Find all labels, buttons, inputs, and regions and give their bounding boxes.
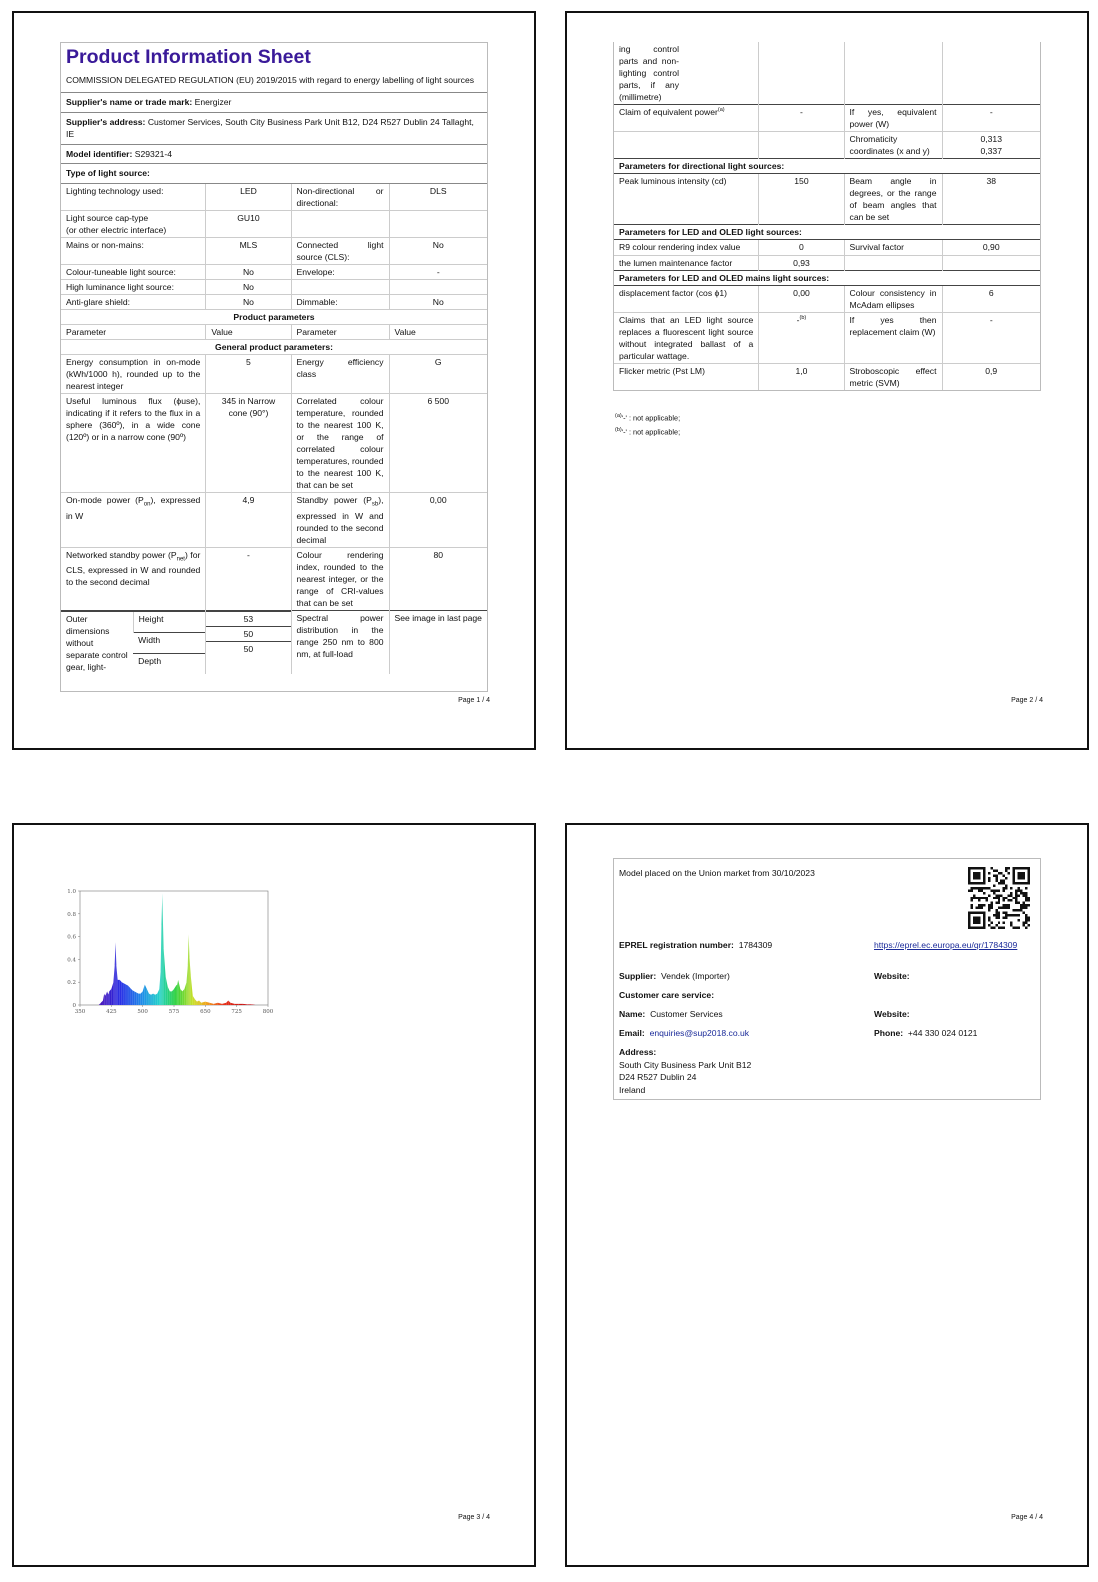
col-parameter-2: Parameter xyxy=(291,325,389,340)
website2-label: Website: xyxy=(874,1009,910,1019)
envelope-value: - xyxy=(389,264,487,279)
type-heading: Type of light source: xyxy=(61,163,487,183)
equiv-label: Claim of equivalent power$^{(a)}$ xyxy=(614,105,759,132)
envelope-label: Envelope: xyxy=(291,264,389,279)
spd-label: Spectral power distribution in the range 250 nm to 800 nm, at full-load xyxy=(291,610,389,674)
page-1 xyxy=(12,11,536,750)
product-params-heading: Product parameters xyxy=(61,310,487,325)
cls-label: Connected light source (CLS): xyxy=(291,237,389,264)
strobo-value: 0,9 xyxy=(942,363,1040,390)
x-tick-label: 350 xyxy=(74,1009,86,1015)
height-label: Height xyxy=(133,611,205,632)
highlum-value: No xyxy=(206,279,291,294)
x-tick-label: 425 xyxy=(106,1009,117,1015)
equiv-power-value: - xyxy=(942,105,1040,132)
general-heading: General product parameters: xyxy=(61,340,487,355)
page-number: Page 3 / 4 xyxy=(458,1514,490,1521)
cap-label-2: (or other electric interface) xyxy=(66,224,167,235)
page-3 xyxy=(12,823,536,1567)
cri-label: Colour rendering index, rounded to the nearest integer, or the range of CRI-values that can be set xyxy=(291,547,389,610)
r9-value: 0 xyxy=(759,240,844,255)
phone-value: +44 330 024 0121 xyxy=(907,1028,978,1038)
beam-value: 38 xyxy=(942,174,1040,225)
product-sheet-continued xyxy=(613,42,1041,391)
y-tick-label: 0.8 xyxy=(67,911,76,918)
efficiency-label: Energy efficiency class xyxy=(291,355,389,394)
lumen-value: 0,93 xyxy=(759,255,844,270)
peak-value: 150 xyxy=(759,174,844,225)
beam-label: Beam angle in degrees, or the range of beam angles that can be set xyxy=(844,174,942,225)
highlum-label: High luminance light source: xyxy=(61,279,206,294)
placed-text: Model placed on the Union market from 30/10/2023 xyxy=(619,868,815,878)
tuneable-label: Colour-tuneable light source: xyxy=(61,264,206,279)
model-label: Model identifier: xyxy=(66,148,133,159)
width-value: 50 xyxy=(206,626,290,641)
eprel-value: 1784309 xyxy=(738,940,773,950)
phone-label: Phone: xyxy=(874,1028,904,1038)
tech-label: Lighting technology used: xyxy=(66,185,164,196)
survival-value: 0,90 xyxy=(942,240,1040,255)
strobo-label: Stroboscopic effect metric (SVM) xyxy=(844,363,942,390)
directional-value: DLS xyxy=(389,184,487,211)
width-label: Width xyxy=(133,632,205,653)
address-line: D24 R527 Dublin 24 xyxy=(619,1072,697,1083)
energy-value: 5 xyxy=(206,355,291,394)
mains-value: MLS xyxy=(206,237,291,264)
footnote-b: $^{(b)}$'-' : not applicable; xyxy=(615,427,681,437)
page-title: Product Information Sheet xyxy=(66,46,311,68)
dimmable-value: No xyxy=(389,294,487,309)
height-value: 53 xyxy=(206,611,290,626)
fluor-value: -$^{(b)}$ xyxy=(759,312,844,363)
chart-frame xyxy=(80,891,268,1005)
eprel-link[interactable]: https://eprel.ec.europa.eu/qr/1784309 xyxy=(874,940,1018,950)
directional-label: Non-directional or directional: xyxy=(291,184,389,211)
outer-dim-continued: ing control parts and non-lighting control parts, if any (millimetre) xyxy=(619,44,679,103)
page-2 xyxy=(565,11,1089,750)
eprel-box xyxy=(613,858,1041,1100)
x-tick-label: 575 xyxy=(168,1009,180,1015)
eprel-label: EPREL registration number: xyxy=(619,940,734,950)
cap-value: GU10 xyxy=(206,210,291,237)
y-tick-label: 0.4 xyxy=(67,957,76,964)
mains-label: Mains or non-mains: xyxy=(61,237,206,264)
tech-value: LED xyxy=(206,184,291,211)
x-tick-label: 725 xyxy=(231,1009,242,1015)
standby-value: 0,00 xyxy=(389,493,487,547)
light-source-table xyxy=(61,184,487,674)
website-label: Website: xyxy=(874,971,910,981)
footnote-a: $^{(a)}$'-' : not applicable; xyxy=(615,413,681,423)
regulation-text: COMMISSION DELEGATED REGULATION (EU) 2019/2015 with regard to energy labelling of light sources xyxy=(66,75,475,85)
standby-label: Standby power $(P_{sb})$, expressed in W and rounded to the second decimal xyxy=(291,493,389,547)
supplier-label: Supplier: xyxy=(619,971,657,981)
cri-value: 80 xyxy=(389,547,487,610)
power-label: On-mode power $(P_{on})$, expressed in W xyxy=(61,493,206,547)
y-tick-label: 0 xyxy=(72,1003,76,1009)
disp-value: 0,00 xyxy=(759,285,844,312)
col-parameter: Parameter xyxy=(61,325,206,340)
page-number: Page 1 / 4 xyxy=(458,697,490,704)
supplier-label: Supplier's name or trade mark: xyxy=(66,97,193,108)
address-lines xyxy=(619,1059,751,1096)
depth-label: Depth xyxy=(133,654,205,674)
mains-heading: Parameters for LED and OLED mains light sources: xyxy=(614,270,1040,285)
footnotes xyxy=(615,411,680,440)
page-number: Page 2 / 4 xyxy=(1011,697,1043,704)
col-value: Value xyxy=(206,325,291,340)
survival-label: Survival factor xyxy=(844,240,942,255)
lumen-label: the lumen maintenance factor xyxy=(614,255,759,270)
cap-label: Light source cap-type xyxy=(66,212,149,223)
led-heading: Parameters for LED and OLED light sources: xyxy=(614,225,1040,240)
flux-label: Useful luminous flux (ϕuse), indicating if it refers to the flux in a sphere (360º), in a wide cone (120º) or in a narrow cone (90º) xyxy=(61,394,206,493)
power-value: 4,9 xyxy=(206,493,291,547)
care-label: Customer care service: xyxy=(619,990,715,1000)
spd-value: See image in last page xyxy=(389,610,487,674)
page-4 xyxy=(565,823,1089,1567)
replace-value: - xyxy=(942,312,1040,363)
flicker-label: Flicker metric (Pst LM) xyxy=(614,363,759,390)
directional-heading: Parameters for directional light sources: xyxy=(614,159,1040,174)
antiglare-value: No xyxy=(206,294,291,309)
equiv-value: - xyxy=(759,105,844,132)
parameters-table-continued xyxy=(614,42,1040,390)
x-tick-label: 500 xyxy=(137,1009,148,1015)
replace-label: If yes then replacement claim (W) xyxy=(844,312,942,363)
model-value: S29321-4 xyxy=(134,148,173,159)
cct-value: 6 500 xyxy=(389,394,487,493)
chroma-y: 0,337 xyxy=(980,146,1002,157)
energy-label: Energy consumption in on-mode (kWh/1000 h), rounded up to the nearest integer xyxy=(61,355,206,394)
x-tick-label: 650 xyxy=(200,1009,211,1015)
address-value: Customer Services, South City Business Park Unit B12, D24 R527 Dublin 24 Tallaght, IE xyxy=(66,116,474,140)
fluor-label: Claims that an LED light source replaces a fluorescent light source without integrated ballast of a particular wattage. xyxy=(614,312,759,363)
depth-value: 50 xyxy=(206,641,290,656)
dimmable-label: Dimmable: xyxy=(291,294,389,309)
address-label: Address: xyxy=(619,1047,657,1057)
consistency-label: Colour consistency in McAdam ellipses xyxy=(844,285,942,312)
y-tick-label: 0.6 xyxy=(67,934,76,941)
col-value-2: Value xyxy=(389,325,487,340)
address-line: Ireland xyxy=(619,1084,646,1095)
r9-label: R9 colour rendering index value xyxy=(614,240,759,255)
cct-label: Correlated colour temperature, rounded to the nearest 100 K, or the range of correlated colour temperatures, rounded to the nearest 100 K, that can be set xyxy=(291,394,389,493)
consistency-value: 6 xyxy=(942,285,1040,312)
peak-label: Peak luminous intensity (cd) xyxy=(614,174,759,225)
net-value: - xyxy=(206,547,291,610)
qr-code-icon xyxy=(968,867,1030,929)
address-label: Supplier's address: xyxy=(66,116,146,127)
email-link[interactable]: enquiries@sup2018.co.uk xyxy=(649,1028,750,1038)
name-value: Customer Services xyxy=(650,1009,723,1019)
outer-dim-label: Outer dimensions without separate control gear, light- xyxy=(61,611,133,674)
disp-label: displacement factor (cos ϕ1) xyxy=(614,285,759,312)
tuneable-value: No xyxy=(206,264,291,279)
name-label: Name: xyxy=(619,1009,646,1019)
page-number: Page 4 / 4 xyxy=(1011,1514,1043,1521)
chroma-label: Chromaticity coordinates (x and y) xyxy=(844,132,942,159)
supplier-value: Energizer xyxy=(194,97,232,108)
net-label: Networked standby power $(P_{net})$ for CLS, expressed in W and rounded to the second decimal xyxy=(61,547,206,610)
flicker-value: 1,0 xyxy=(759,363,844,390)
y-tick-label: 1.0 xyxy=(67,889,76,895)
email-label: Email: xyxy=(619,1028,645,1038)
efficiency-value: G xyxy=(389,355,487,394)
flux-value: 345 in Narrow cone (90°) xyxy=(206,394,291,493)
address-line: South City Business Park Unit B12 xyxy=(619,1060,752,1070)
spectral-chart xyxy=(54,885,294,1025)
product-sheet-box xyxy=(60,42,488,692)
chroma-x: 0,313 xyxy=(980,134,1002,145)
y-tick-label: 0.2 xyxy=(67,980,76,987)
antiglare-label: Anti-glare shield: xyxy=(61,294,206,309)
x-tick-label: 800 xyxy=(262,1009,274,1015)
supplier-value: Vendek (Importer) xyxy=(661,971,730,981)
cls-value: No xyxy=(389,237,487,264)
equiv-power-label: If yes, equivalent power (W) xyxy=(844,105,942,132)
